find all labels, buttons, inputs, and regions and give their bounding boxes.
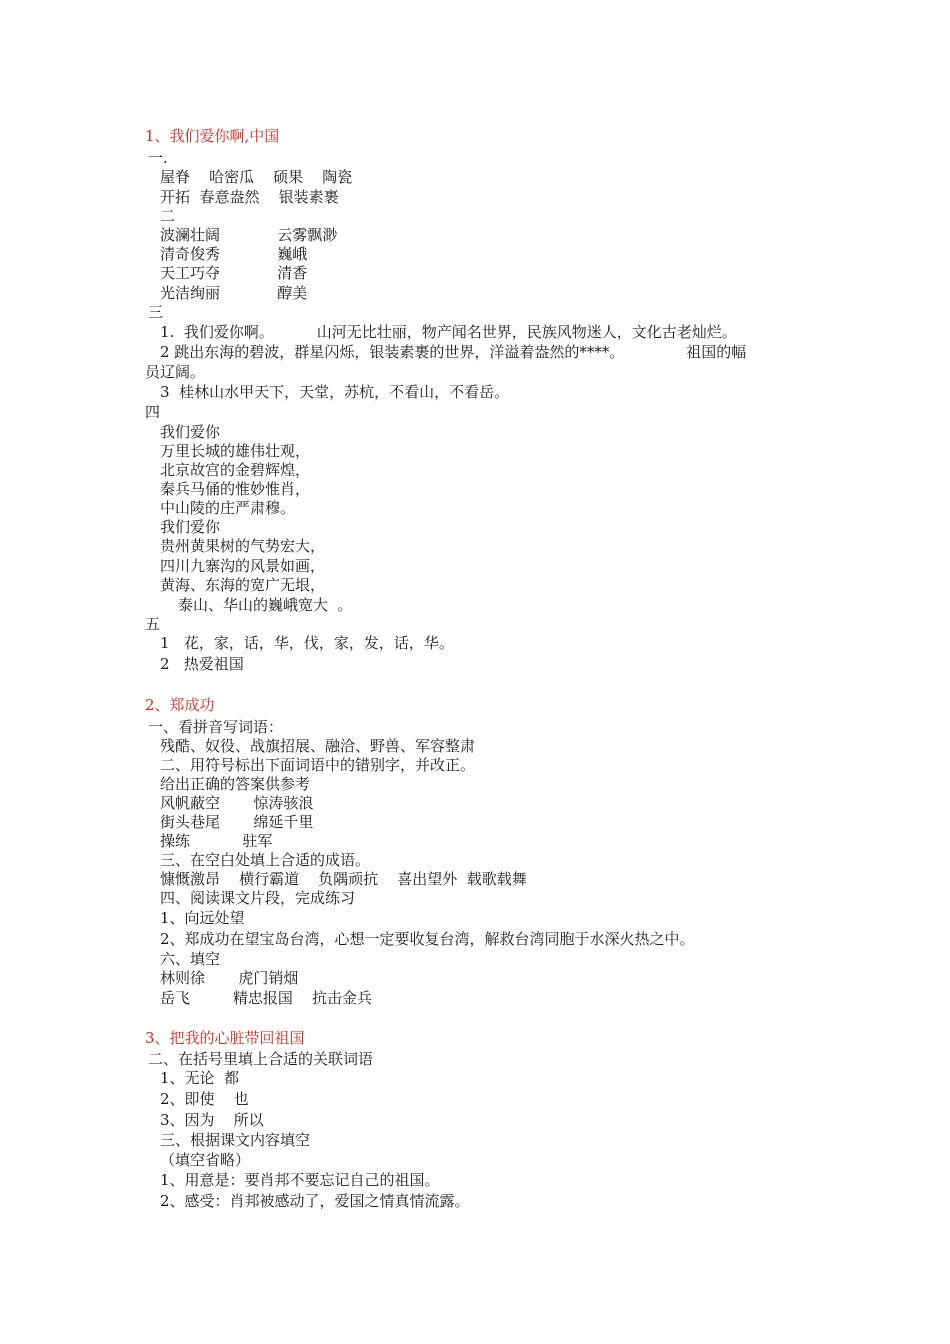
text-line: 万里长城的雄伟壮观， (160, 442, 311, 460)
text-line: 1、向远处望 (160, 909, 245, 927)
text-line: 我们爱你 (160, 518, 221, 536)
text-line: 开拓 春意盎然 银装素裹 (160, 188, 339, 206)
section-3-title: 3、把我的心脏带回祖国 (145, 1029, 305, 1047)
text-line: 2、郑成功在望宝岛台湾，心想一定要收复台湾，解救台湾同胞于水深火热之中。 (160, 930, 695, 948)
text-line: 秦兵马俑的惟妙惟肖， (160, 480, 311, 498)
text-line: 屋脊 哈密瓜 硕果 陶瓷 (160, 168, 353, 186)
text-line: 残酷、奴役、战旗招展、融洽、野兽、军容整肃 (160, 737, 476, 755)
text-line: 三 (148, 303, 164, 321)
text-line: 林则徐 虎门销烟 (160, 969, 299, 987)
text-line: 光洁绚丽 醇美 (160, 284, 308, 302)
text-line: 给出正确的答案供参考 (160, 775, 311, 793)
text-line: 三、根据课文内容填空 (160, 1131, 311, 1149)
text-line: 四 (145, 403, 161, 421)
text-line: （填空省略） (160, 1151, 251, 1169)
text-line: 贵州黄果树的气势宏大， (160, 537, 326, 555)
text-line: 我们爱你 (160, 423, 221, 441)
section-1-title: 1、我们爱你啊,中国 (145, 127, 280, 145)
text-line: 1 花，家，话，华，伐，家，发，话，华。 (160, 634, 454, 652)
text-line: 2 跳出东海的碧波，群星闪烁，银装素裹的世界，洋溢着盎然的****。 祖国的幅 (160, 343, 747, 361)
text-line: 中山陵的庄严肃穆。 (160, 499, 296, 517)
text-line: 操练 驻军 (160, 832, 273, 850)
text-line: 3 桂林山水甲天下，天堂，苏杭，不看山，不看岳。 (160, 383, 510, 401)
text-line: 1、用意是：要肖邦不要忘记自己的祖国。 (160, 1171, 440, 1189)
text-line: 二 (160, 207, 176, 225)
text-line: 黄海、东海的宽广无垠， (160, 576, 326, 594)
text-line: 五 (145, 615, 161, 633)
text-line: 一、看拼音写词语： (148, 718, 284, 736)
text-line: 风帆蔽空 惊涛骇浪 (160, 794, 314, 812)
section-2-title: 2、郑成功 (145, 696, 215, 714)
text-line: 岳飞 精忠报国 抗击金兵 (160, 989, 372, 1007)
text-line: 四川九寨沟的风景如画， (160, 557, 326, 575)
text-line: 一. (148, 149, 168, 167)
text-line: 3、因为 所以 (160, 1111, 264, 1129)
text-line: 1. 我们爱你啊。 山河无比壮丽，物产闻名世界，民族风物迷人，文化古老灿烂。 (160, 323, 737, 341)
text-line: 2、感受：肖邦被感动了，爱国之情真情流露。 (160, 1192, 470, 1210)
text-line: 天工巧夺 清香 (160, 264, 308, 282)
text-line: 清奇俊秀 巍峨 (160, 245, 308, 263)
text-line: 慷慨激昂 横行霸道 负隅顽抗 喜出望外 载歌载舞 (160, 870, 527, 888)
text-line: 四、阅读课文片段，完成练习 (160, 889, 356, 907)
text-line: 二、用符号标出下面词语中的错别字，并改正。 (160, 756, 476, 774)
text-line: 三、在空白处填上合适的成语。 (160, 851, 371, 869)
text-line: 员辽阔。 (145, 363, 206, 381)
text-line: 泰山、华山的巍峨宽大 。 (178, 596, 353, 614)
text-line: 北京故宫的金碧辉煌， (160, 461, 311, 479)
text-line: 二、在括号里填上合适的关联词语 (148, 1050, 374, 1068)
text-line: 六、填空 (160, 950, 221, 968)
text-line: 波澜壮阔 云雾飘渺 (160, 226, 338, 244)
text-line: 1、无论 都 (160, 1069, 240, 1087)
text-line: 2、即使 也 (160, 1090, 249, 1108)
text-line: 街头巷尾 绵延千里 (160, 813, 314, 831)
text-line: 2 热爱祖国 (160, 655, 244, 673)
